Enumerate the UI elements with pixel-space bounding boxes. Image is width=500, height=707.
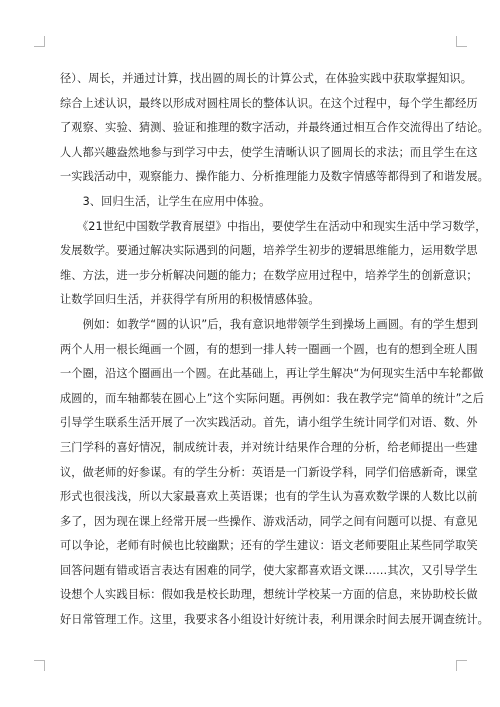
text-line: 《21世纪中国数学教育展望》中指出，要使学生在活动中和现实生活中学习数学， (60, 219, 487, 233)
text-line: 发展数学。要通过解决实际遇到的问题，培养学生初步的逻辑思维能力，运用数学思 (60, 244, 478, 258)
text-line: 了观察、实验、猜测、验证和推理的数字活动，并最终通过相互合作交流得出了结论。 (60, 121, 489, 135)
text-line: 可以争论，老师有时候也比较幽默；还有的学生建议：语文老师要阻止某些同学取笑 (60, 539, 478, 553)
text-line: 两个人用一根长绳画一个圆，有的想到一排人转一圈画一个圆，也有的想到全班人围 (60, 342, 478, 356)
text-line: 议，做老师的好参谋。有的学生分析：英语是一门新设学科，同学们倍感新奇，课堂 (60, 465, 478, 479)
text-line: 回答问题有错或语言表达有困难的同学，使大家都喜欢语文课……其次，又引导学生 (60, 563, 478, 577)
crop-mark-bottom-right (456, 660, 467, 671)
text-line: 三门学科的喜好情况，制成统计表，并对统计结果作合理的分析，给老师提出一些建 (60, 440, 478, 454)
text-line: 引导学生联系生活开展了一次实践活动。首先，请小组学生统计同学们对语、数、外 (60, 416, 478, 430)
text-line: 设想个人实践目标：假如我是校长助理，想统计学校某一方面的信息，来协助校长做 (60, 588, 478, 602)
text-line: 让数学回归生活，并获得学有所用的积极情感体验。 (60, 293, 320, 307)
document-body (60, 67, 489, 633)
section-heading: 3、回归生活，让学生在应用中体验。 (60, 194, 271, 208)
text-line: 多了，因为现在课上经常开展一些操作、游戏活动，同学之间有问题可以提、有意见 (60, 514, 478, 528)
text-line: 一个圈，沿这个圈画出一个圆。在此基础上，再让学生解决“为何现实生活中车轮都做 (60, 367, 484, 381)
text-line: 好日常管理工作。这里，我要求各小组设计好统计表，利用课余时间去展开调查统计。 (60, 613, 489, 627)
crop-mark-top-right (456, 36, 467, 47)
text-line: 径）、周长，并通过计算，找出圆的周长的计算公式，在体验实践中获取掌握知识。 (60, 72, 473, 85)
text-line: 成圆的，而车轴都装在圆心上”这个实际问题。再例如：我在教学完“简单的统计”之后 (60, 391, 485, 405)
text-line: 形式也很浅浅，所以大家最喜欢上英语课；也有的学生认为喜欢数学课的人数比以前 (60, 490, 478, 504)
text-line: 一实践活动中，观察能力、操作能力、分析推理能力及数字情感等都得到了和谐发展。 (60, 170, 489, 184)
text-line: 维、方法，进一步分析解决问题的能力；在数学应用过程中，培养学生的创新意识； (60, 268, 478, 282)
crop-mark-top-left (34, 36, 45, 47)
crop-mark-bottom-left (34, 660, 45, 671)
text-line: 综合上述认识，最终以形成对圆柱周长的整体认识。在这个过程中，每个学生都经历 (60, 96, 478, 110)
text-line: 人人都兴趣盎然地参与到学习中去，使学生清晰认识了圆周长的求法；而且学生在这 (60, 145, 478, 159)
text-line: 例如：如教学“圆的认识”后，我有意识地带领学生到操场上画圆。有的学生想到 (60, 317, 479, 331)
